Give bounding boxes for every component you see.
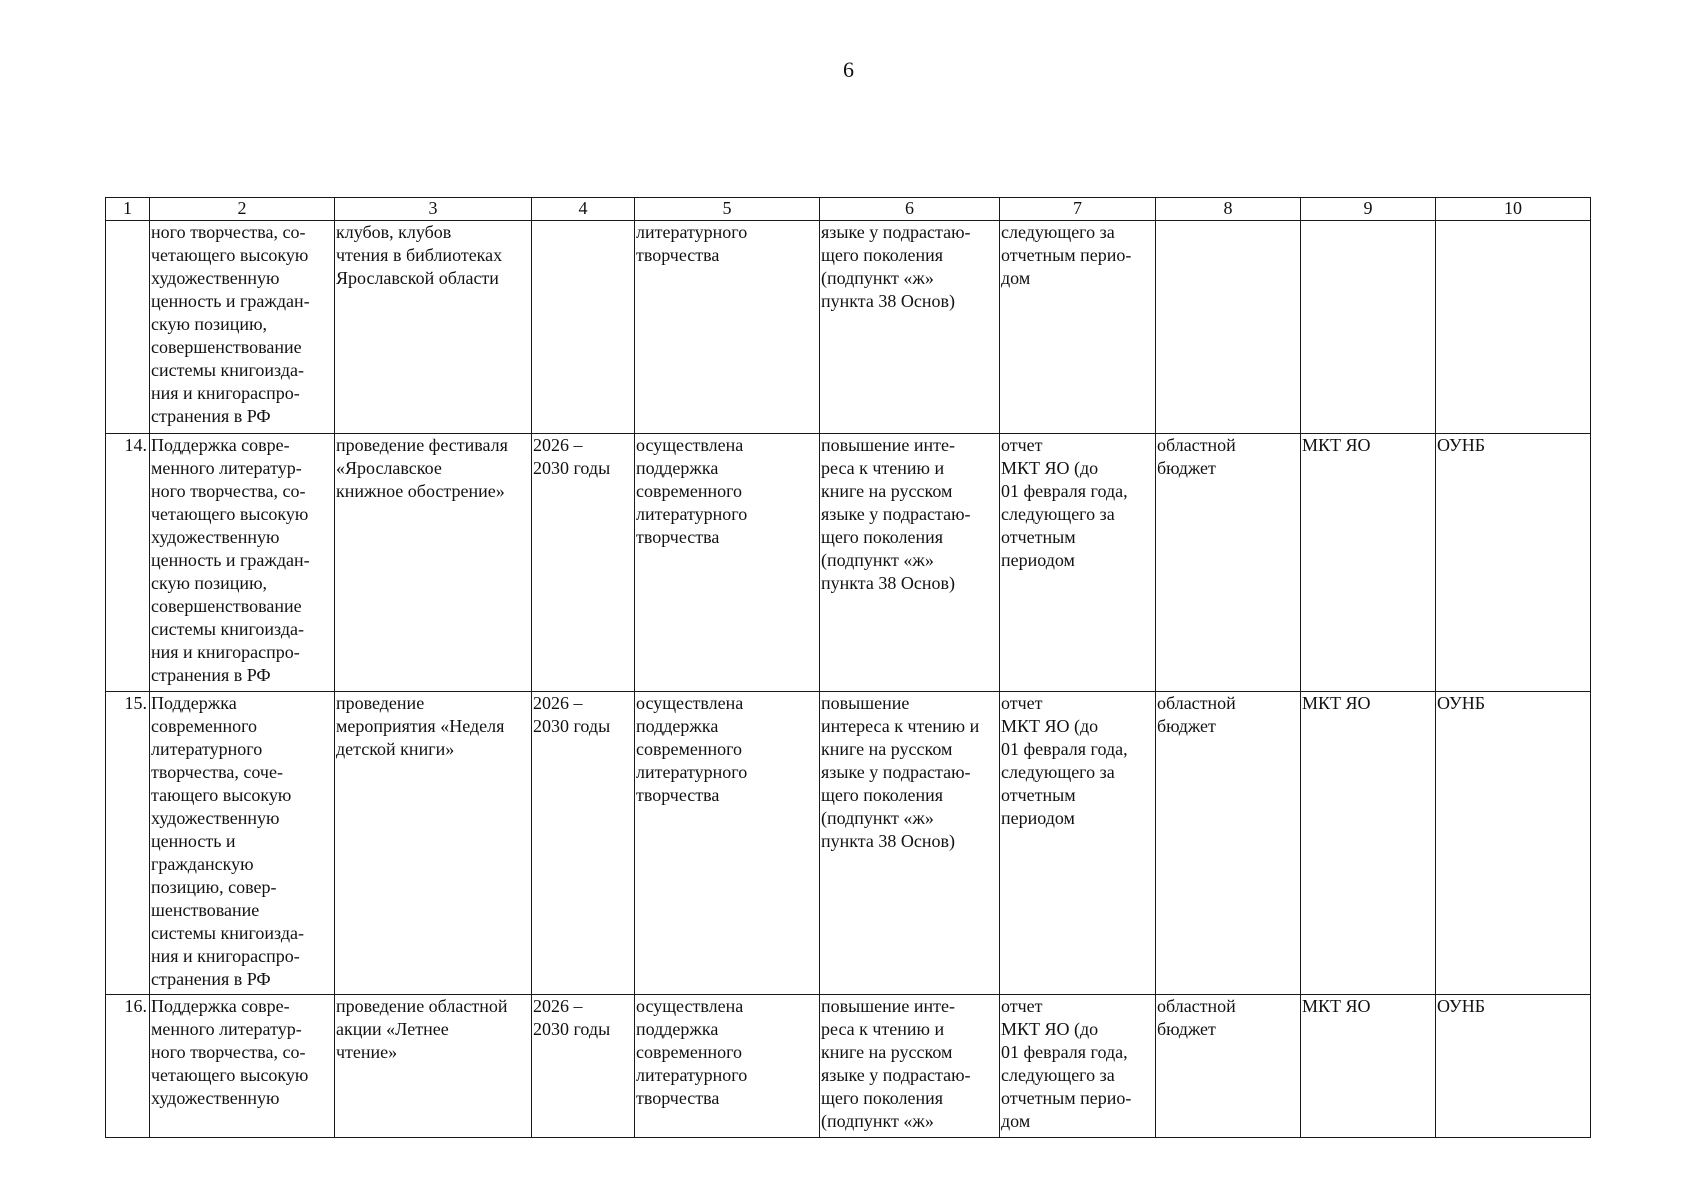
column-header-5: 5 <box>635 198 820 221</box>
report-text: отчет МКТ ЯО (до 01 февраля года, следующего за отчетным периодом <box>1001 693 1128 828</box>
report-cell <box>1000 221 1156 434</box>
event-text: проведение областной акции «Летнее чтение» <box>336 996 508 1062</box>
event-cell <box>335 221 532 434</box>
task-cell <box>150 434 335 692</box>
report-cell <box>1000 692 1156 995</box>
goal-text: повышение инте- реса к чтению и книге на русском языке у подрастаю- щего поколения (подпункт «ж» <box>821 996 971 1131</box>
funding-text: областной бюджет <box>1157 435 1236 478</box>
responsible-cell <box>1301 221 1436 434</box>
row-number: 16. <box>124 996 147 1016</box>
funding-cell <box>1156 995 1301 1138</box>
result-cell <box>635 995 820 1138</box>
executor-cell <box>1436 995 1591 1138</box>
row-number: 14. <box>124 435 147 455</box>
task-cell <box>150 995 335 1138</box>
result-text: осуществлена поддержка современного литературного творчества <box>636 693 748 805</box>
report-text: отчет МКТ ЯО (до 01 февраля года, следующего за отчетным периодом <box>1001 435 1128 570</box>
event-text: клубов, клубов чтения в библиотеках Ярославской области <box>336 222 503 288</box>
row-number: 15. <box>124 693 147 713</box>
event-cell <box>335 995 532 1138</box>
column-header-6: 6 <box>820 198 1000 221</box>
column-header-1: 1 <box>106 198 150 221</box>
period-cell <box>532 995 635 1138</box>
event-text: проведение мероприятия «Неделя детской книги» <box>336 693 505 759</box>
task-text: Поддержка совре- менного литератур- ного творчества, со- четающего высокую художественную ценность и граждан- скую позицию, совершенствование системы книгоизда- ния и книгораспро- странения в РФ <box>151 435 310 685</box>
period-text: 2026 – 2030 годы <box>533 435 611 478</box>
row-number-cell <box>106 995 150 1138</box>
column-header-4: 4 <box>532 198 635 221</box>
period-text: 2026 – 2030 годы <box>533 996 611 1039</box>
measures-table <box>105 197 1591 1138</box>
result-cell <box>635 692 820 995</box>
funding-cell <box>1156 221 1301 434</box>
result-text: литературного творчества <box>636 222 748 265</box>
column-header-8: 8 <box>1156 198 1301 221</box>
responsible-text: МКТ ЯО <box>1302 996 1371 1016</box>
goal-cell <box>820 434 1000 692</box>
table-row-15 <box>106 692 1591 995</box>
event-text: проведение фестиваля «Ярославское книжное обострение» <box>336 435 508 501</box>
funding-text: областной бюджет <box>1157 693 1236 736</box>
executor-text: ОУНБ <box>1437 435 1486 455</box>
report-text: следующего за отчетным перио- дом <box>1001 222 1132 288</box>
goal-text: повышение интереса к чтению и книге на русском языке у подрастаю- щего поколения (подпункт «ж» пункта 38 Основ) <box>821 693 980 851</box>
header-row <box>106 198 1591 221</box>
responsible-cell <box>1301 434 1436 692</box>
column-header-9: 9 <box>1301 198 1436 221</box>
column-header-10: 10 <box>1436 198 1591 221</box>
goal-cell <box>820 692 1000 995</box>
funding-cell <box>1156 434 1301 692</box>
executor-cell <box>1436 221 1591 434</box>
row-number-cell <box>106 221 150 434</box>
task-cell <box>150 221 335 434</box>
result-text: осуществлена поддержка современного литературного творчества <box>636 996 748 1108</box>
responsible-cell <box>1301 692 1436 995</box>
result-text: осуществлена поддержка современного литературного творчества <box>636 435 748 547</box>
table-row-16 <box>106 995 1591 1138</box>
goal-cell <box>820 221 1000 434</box>
executor-text: ОУНБ <box>1437 996 1486 1016</box>
period-cell <box>532 434 635 692</box>
task-cell <box>150 692 335 995</box>
report-cell <box>1000 995 1156 1138</box>
column-header-7: 7 <box>1000 198 1156 221</box>
goal-cell <box>820 995 1000 1138</box>
task-text: Поддержка совре- менного литератур- ного творчества, со- четающего высокую художественную <box>151 996 309 1108</box>
result-cell <box>635 434 820 692</box>
task-text: ного творчества, со- четающего высокую художественную ценность и граждан- скую позицию, совершенствование системы книгоизда- ния и книгораспро- странения в РФ <box>151 222 310 426</box>
executor-cell <box>1436 434 1591 692</box>
executor-cell <box>1436 692 1591 995</box>
responsible-text: МКТ ЯО <box>1302 435 1371 455</box>
row-number-cell <box>106 434 150 692</box>
goal-text: повышение инте- реса к чтению и книге на русском языке у подрастаю- щего поколения (подпункт «ж» пункта 38 Основ) <box>821 435 971 593</box>
goal-text: языке у подрастаю- щего поколения (подпункт «ж» пункта 38 Основ) <box>821 222 971 311</box>
report-text: отчет МКТ ЯО (до 01 февраля года, следующего за отчетным перио- дом <box>1001 996 1132 1131</box>
period-cell <box>532 692 635 995</box>
task-text: Поддержка современного литературного творчества, соче- тающего высокую художественную ценность и гражданскую позицию, совер- шенствование системы книгоизда- ния и книгораспро- странения в РФ <box>151 693 304 989</box>
event-cell <box>335 434 532 692</box>
table-row-continuation <box>106 221 1591 434</box>
page-number: 6 <box>843 57 854 82</box>
column-header-3: 3 <box>335 198 532 221</box>
period-cell <box>532 221 635 434</box>
funding-cell <box>1156 692 1301 995</box>
column-header-2: 2 <box>150 198 335 221</box>
event-cell <box>335 692 532 995</box>
responsible-text: МКТ ЯО <box>1302 693 1371 713</box>
report-cell <box>1000 434 1156 692</box>
table-row-14 <box>106 434 1591 692</box>
result-cell <box>635 221 820 434</box>
responsible-cell <box>1301 995 1436 1138</box>
funding-text: областной бюджет <box>1157 996 1236 1039</box>
period-text: 2026 – 2030 годы <box>533 693 611 736</box>
executor-text: ОУНБ <box>1437 693 1486 713</box>
row-number-cell <box>106 692 150 995</box>
